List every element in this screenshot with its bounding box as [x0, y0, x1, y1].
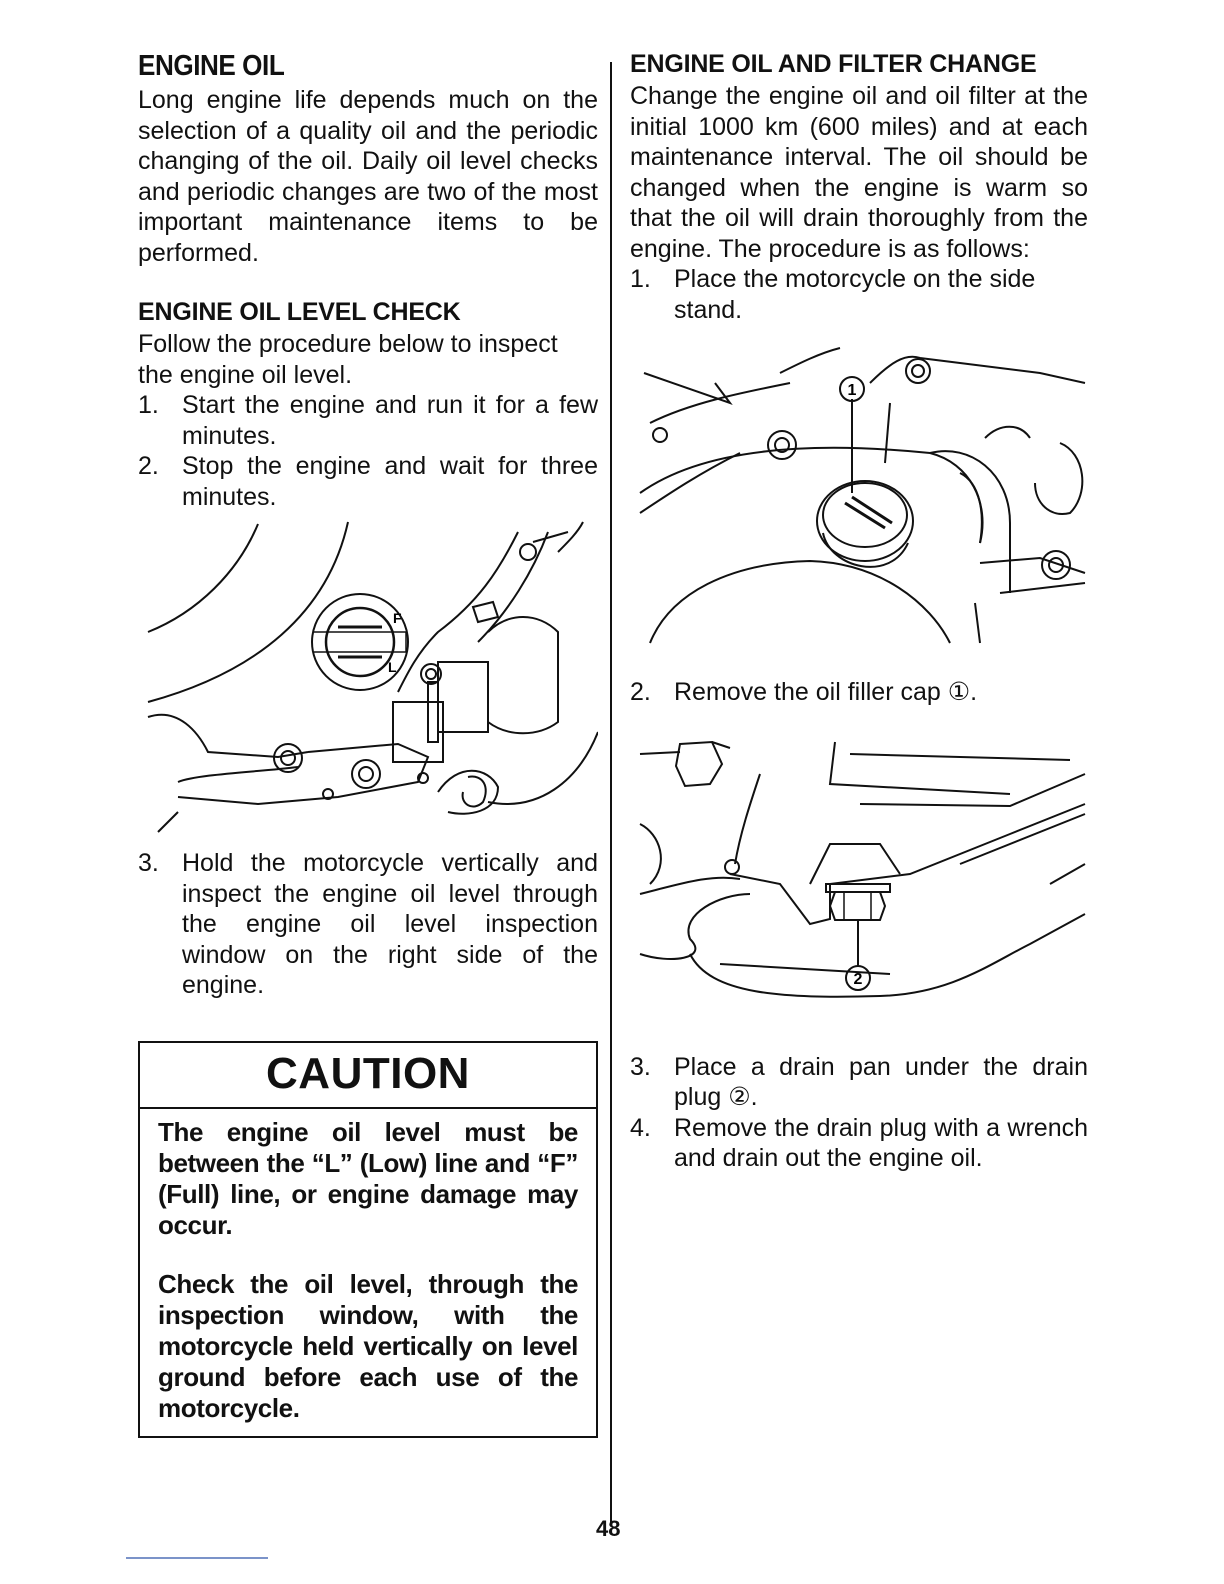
step-text: Remove the oil filler cap ①.: [674, 678, 978, 706]
oil-level-window-illustration: [138, 512, 598, 842]
filter-change-intro: Change the engine oil and oil filter at the initial 1000 km (600 miles) and at each maintenance interval. The oil should be changed when the engine is warm so that the oil will drain thoroughly from the engine. The procedure is as follows:: [630, 82, 1088, 263]
oil-filler-cap-illustration: [630, 343, 1088, 663]
caution-body: [140, 1109, 596, 1436]
step-text: Place a drain pan under the drain plug ②.: [674, 1052, 1088, 1111]
low-mark-label: L: [388, 659, 397, 675]
step-number: 2.: [630, 678, 651, 706]
list-item: [630, 264, 1088, 325]
step-number: 4.: [630, 1113, 651, 1142]
step-number: 1.: [630, 265, 651, 293]
caution-paragraph: The engine oil level must be between the “L” (Low) line and “F” (Full) line, or engine damage may occur.: [158, 1116, 578, 1240]
step-text: Hold the motorcycle vertically and inspect the engine oil level through the engine oil level inspection window on the right side of the engine.: [182, 849, 598, 999]
list-item: [138, 451, 598, 512]
callout-number: 2: [853, 970, 863, 988]
list-item: [630, 1052, 1088, 1113]
list-item: [138, 390, 598, 451]
caution-heading: CAUTION: [140, 1043, 596, 1109]
footer-rule: [126, 1557, 268, 1559]
level-check-heading: ENGINE OIL LEVEL CHECK: [138, 298, 461, 326]
drain-plug-illustration: [630, 734, 1088, 1034]
column-divider: [610, 62, 612, 1524]
full-mark-label: F: [393, 610, 402, 626]
right-column: [630, 44, 1088, 1174]
step-number: 1.: [138, 391, 159, 419]
list-item: [630, 677, 1088, 708]
filter-change-heading: ENGINE OIL AND FILTER CHANGE: [630, 50, 1037, 78]
caution-box: [138, 1041, 598, 1438]
step-text: Stop the engine and wait for three minutes.: [182, 452, 598, 511]
page-number: 48: [596, 1516, 621, 1541]
step-number: 3.: [630, 1052, 651, 1081]
list-item: [138, 848, 598, 1001]
intro-paragraph: Long engine life depends much on the selection of a quality oil and the periodic changing of the oil. Daily oil level checks and periodic changes are two of the most important maintenance items to be performed.: [138, 86, 598, 267]
caution-paragraph: Check the oil level, through the inspection window, with the motorcycle held vertically on level ground before each use of the motorcycle.: [158, 1268, 578, 1423]
level-check-text: Follow the procedure below to inspect the engine oil level.: [138, 330, 558, 389]
step-text: Place the motorcycle on the side stand.: [674, 265, 1036, 324]
step-text: Start the engine and run it for a few minutes.: [182, 391, 598, 450]
list-item: [630, 1113, 1088, 1174]
left-column: [138, 44, 598, 1438]
step-number: 2.: [138, 452, 159, 480]
step-number: 3.: [138, 849, 159, 877]
callout-number: 1: [847, 382, 857, 399]
section-title: ENGINE OIL: [138, 50, 285, 82]
step-text: Remove the drain plug with a wrench and drain out the engine oil.: [674, 1113, 1088, 1172]
